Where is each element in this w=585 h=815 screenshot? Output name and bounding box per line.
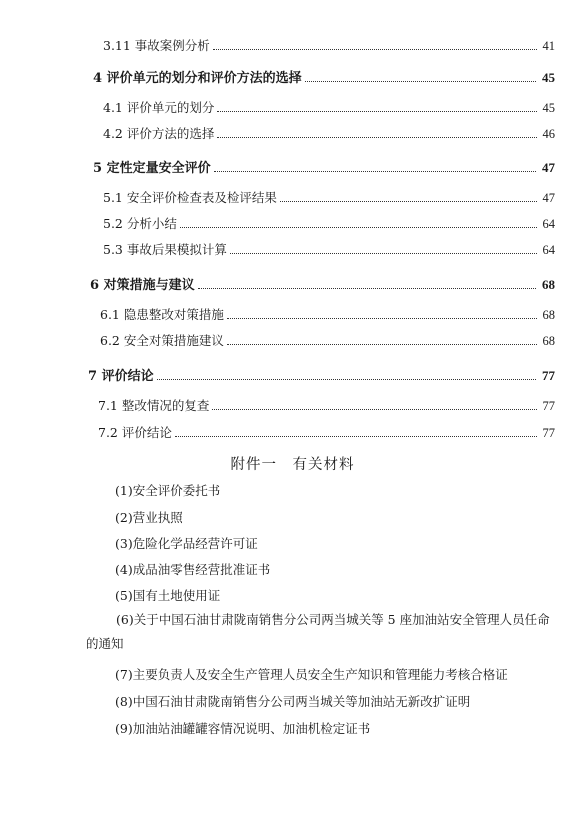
toc-entry-page: 45	[542, 70, 555, 85]
toc-entry-4-2	[103, 124, 555, 142]
toc-entry-3-11	[103, 36, 555, 54]
toc-entry-label: 7 评价结论	[88, 369, 154, 384]
attachment-item: (8)中国石油甘肃陇南销售分公司两当城关等加油站无新改扩证明	[115, 694, 471, 709]
toc-entry-label: 4.2 评价方法的选择	[103, 126, 215, 141]
attachment-item: (4)成品油零售经营批准证书	[115, 562, 271, 577]
toc-entry-label: 5 定性定量安全评价	[93, 161, 211, 176]
toc-entry-5-1	[103, 188, 555, 206]
toc-entry-5-3	[103, 240, 555, 258]
toc-dot-leader	[212, 409, 536, 410]
attachment-item: (3)危险化学品经营许可证	[115, 536, 258, 551]
toc-dot-leader	[180, 227, 537, 228]
toc-entry-6	[90, 274, 555, 293]
toc-dot-leader	[230, 253, 537, 254]
toc-entry-page: 41	[542, 39, 555, 53]
toc-entry-page: 46	[542, 127, 555, 141]
toc-entry-6-1	[100, 305, 555, 323]
toc-dot-leader	[175, 436, 537, 437]
toc-dot-leader	[305, 81, 536, 82]
toc-entry-label: 6 对策措施与建议	[90, 278, 195, 293]
attachment-item: (7)主要负责人及安全生产管理人员安全生产知识和管理能力考核合格证	[115, 667, 508, 682]
toc-dot-leader	[157, 379, 536, 380]
appendix-title: 附件一 有关材料	[230, 457, 355, 473]
attachment-item: (9)加油站油罐罐容情况说明、加油机检定证书	[115, 721, 371, 736]
attachment-item: (5)国有土地使用证	[115, 588, 221, 603]
toc-entry-label: 3.11 事故案例分析	[103, 38, 210, 53]
toc-dot-leader	[217, 137, 536, 138]
toc-entry-5-2	[103, 214, 555, 232]
toc-entry-label: 7.1 整改情况的复查	[98, 398, 210, 413]
toc-dot-leader	[198, 288, 536, 289]
toc-entry-label: 5.2 分析小结	[103, 216, 177, 231]
toc-entry-label: 4.1 评价单元的划分	[103, 100, 215, 115]
toc-entry-page: 77	[542, 426, 555, 440]
toc-entry-7-2	[98, 423, 555, 441]
toc-dot-leader	[214, 171, 536, 172]
toc-entry-7-1	[98, 396, 555, 414]
toc-dot-leader	[227, 344, 537, 345]
toc-entry-page: 77	[542, 368, 555, 383]
toc-entry-6-2	[100, 331, 555, 349]
toc-entry-label: 7.2 评价结论	[98, 425, 172, 440]
toc-entry-page: 45	[542, 101, 555, 115]
toc-entry-page: 68	[542, 277, 555, 292]
toc-entry-4-1	[103, 98, 555, 116]
toc-entry-label: 6.2 安全对策措施建议	[100, 333, 224, 348]
toc-dot-leader	[213, 49, 537, 50]
toc-entry-page: 47	[542, 160, 555, 175]
toc-entry-label: 6.1 隐患整改对策措施	[100, 307, 224, 322]
toc-entry-7	[88, 365, 555, 384]
toc-entry-label: 4 评价单元的划分和评价方法的选择	[93, 71, 302, 86]
attachment-item: (2)营业执照	[115, 510, 183, 525]
attachment-item: (6)关于中国石油甘肃陇南销售分公司两当城关等 5 座加油站安全管理人员任命的通知	[86, 612, 550, 651]
toc-entry-page: 64	[542, 217, 555, 231]
toc-dot-leader	[217, 111, 536, 112]
attachment-item: (1)安全评价委托书	[115, 483, 221, 498]
toc-entry-5	[93, 157, 555, 176]
toc-entry-page: 77	[542, 399, 555, 413]
toc-entry-page: 64	[542, 243, 555, 257]
toc-entry-page: 47	[542, 191, 555, 205]
toc-entry-page: 68	[542, 334, 555, 348]
toc-dot-leader	[280, 201, 537, 202]
toc-entry-page: 68	[542, 308, 555, 322]
toc-entry-4	[93, 67, 555, 86]
toc-dot-leader	[227, 318, 537, 319]
toc-entry-label: 5.1 安全评价检查表及检评结果	[103, 190, 277, 205]
toc-entry-label: 5.3 事故后果模拟计算	[103, 242, 227, 257]
